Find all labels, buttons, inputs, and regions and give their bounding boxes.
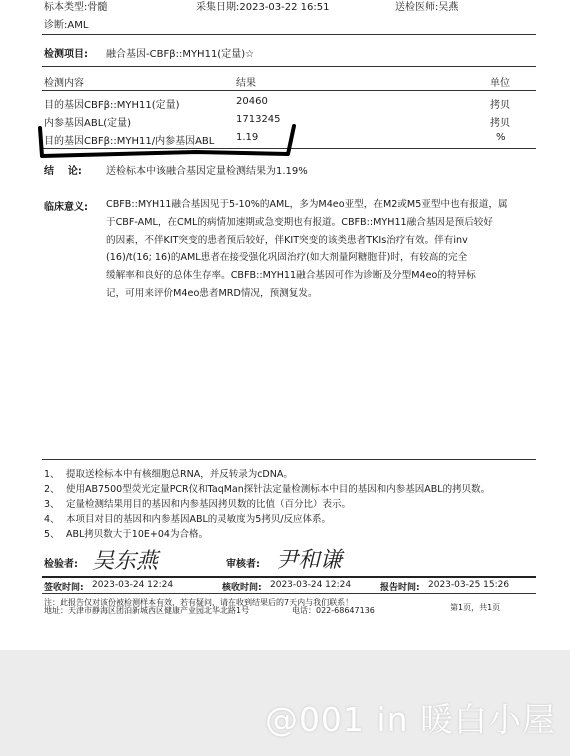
- col-header-unit: 单位: [490, 78, 510, 89]
- signature-divider: [42, 576, 536, 578]
- conclusion-text: 送检标本中该融合基因定量检测结果为1.19%: [106, 166, 308, 177]
- clinical-line: CBFB::MYH11融合基因见于5-10%的AML，多为M4eo亚型，在M2或M5亚型中也有报道，属: [106, 199, 508, 210]
- header-divider: [42, 34, 536, 35]
- doctor: 送检医师:吴燕: [395, 2, 459, 13]
- col-header-result: 结果: [236, 78, 256, 89]
- notes-divider: [42, 459, 536, 460]
- clinical-line: 于CBF-AML，在CML的病情加速期或急变期也有报道。CBFB::MYH11融合基因是预后较好: [106, 216, 493, 228]
- collect-date: 采集日期:2023-03-22 16:51: [196, 2, 330, 13]
- project-divider: [42, 66, 536, 67]
- receive-time: 2023-03-24 12:24: [92, 580, 174, 590]
- row-item: 内参基因ABL(定量): [44, 118, 132, 129]
- clinical-label: 临床意义:: [44, 202, 88, 213]
- times-divider: [42, 593, 536, 594]
- check-time: 2023-03-24 12:24: [270, 580, 352, 590]
- footer-note: 注：此报告仅对该份被检测样本有效，若有疑问，请在收到结果后的7天内与我们联系！: [44, 598, 354, 607]
- reviewer-label: 审核者:: [226, 559, 260, 570]
- tester-label: 检验者:: [44, 559, 78, 570]
- clinical-line: 记，可用来评价M4eo患者MRD情况，预测复发。: [106, 287, 318, 299]
- note-item: 3、 定量检测结果用目的基因和内参基因拷贝数的比值（百分比）表示。: [44, 499, 352, 510]
- handwritten-bracket-mark: [36, 122, 300, 162]
- tester-signature: 吴东燕: [92, 549, 159, 574]
- note-item: 4、 本项目对目的基因和内参基因ABL的灵敏度为5拷贝/反应体系。: [44, 514, 332, 525]
- note-item: 2、 使用AB7500型荧光定量PCR仪和TaqMan探针法定量检测标本中目的基因和内参基因ABL的拷贝数。: [44, 484, 491, 495]
- sample-type: 标本类型:骨髓: [44, 2, 108, 13]
- clinical-line: 缓解率和良好的总体生存率。CBFB::MYH11融合基因可作为诊断及分型M4eo的特异标: [106, 270, 476, 282]
- clinical-line: 的因素，不伴KIT突变的患者预后较好，伴KIT突变的该类患者TKIs治疗有效。伴有inv: [106, 234, 468, 246]
- project-value: 融合基因-CBFβ::MYH11(定量)☆: [106, 49, 255, 60]
- row-result: 20460: [236, 96, 268, 107]
- project-label: 检测项目:: [44, 49, 88, 60]
- reviewer-signature: 尹和谦: [276, 548, 343, 573]
- method-notes: [44, 466, 536, 541]
- footer-phone: 电话：022-68647136: [292, 606, 375, 615]
- receive-label: 签收时间:: [44, 583, 84, 593]
- footer-address: 地址：天津市静海区团泊新城西区健康产业园北华北路1号: [44, 606, 250, 615]
- report-time: 2023-03-25 15:26: [428, 580, 510, 590]
- clinical-text: [106, 196, 508, 303]
- table-header-divider: [42, 90, 536, 91]
- note-item: 5、 ABL拷贝数大于10E+04为合格。: [44, 529, 208, 540]
- row-unit: 拷贝: [490, 100, 510, 111]
- row-result: 1713245: [236, 114, 281, 125]
- row-unit: 拷贝: [490, 118, 510, 129]
- report-label: 报告时间:: [380, 583, 420, 593]
- watermark: @001 in 暖白小屋: [264, 700, 556, 739]
- footer-page: 第1页，共1页: [450, 603, 501, 612]
- col-header-item: 检测内容: [44, 78, 84, 89]
- row-item: 目的基因CBFβ::MYH11(定量): [44, 100, 180, 111]
- clinical-line: (16)/t(16; 16)的AML患者在接受强化巩固治疗(如大剂量阿糖胞苷)时，有较高的完全: [106, 252, 468, 264]
- diagnosis: 诊断:AML: [44, 20, 89, 31]
- row-item: 目的基因CBFβ::MYH11/内参基因ABL: [44, 136, 215, 147]
- note-item: 1、 提取送检标本中有核细胞总RNA，并反转录为cDNA。: [44, 469, 293, 480]
- row-result: 1.19: [236, 132, 259, 143]
- check-label: 核收时间:: [222, 583, 262, 593]
- row-unit: %: [496, 132, 506, 143]
- conclusion-label: 结 论:: [44, 166, 82, 177]
